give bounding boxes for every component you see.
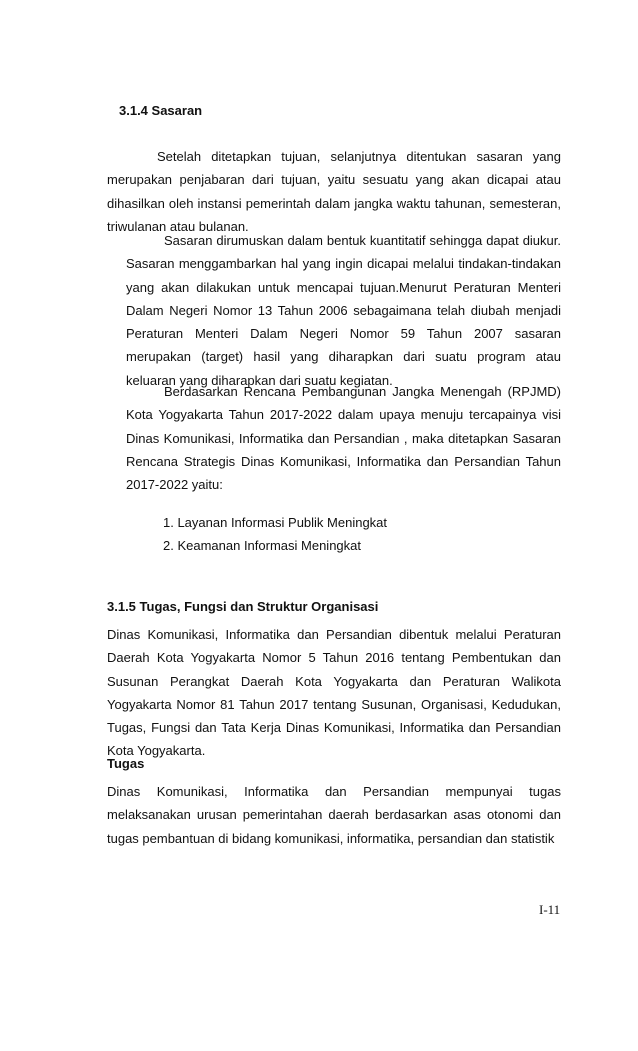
paragraph-sasaran-rpjmd: Berdasarkan Rencana Pembangunan Jangka Menengah (RPJMD) Kota Yogyakarta Tahun 2017-2022 dalam upaya menuju tercapainya visi Dinas Komunikasi, Informatika dan Persandian , maka ditetapkan Sasaran Rencana Strategis Dinas Komunikasi, Informatika dan Persandian Tahun 2017-2022 yaitu: xyxy=(126,384,561,493)
paragraph-sasaran-definition: Sasaran dirumuskan dalam bentuk kuantitatif sehingga dapat diukur. Sasaran menggambarkan hal yang ingin dicapai melalui tindakan-tindakan yang akan dilakukan untuk mencapai tujuan.Menurut Peraturan Menteri Dalam Negeri Nomor 13 Tahun 2006 sebagaimana telah diubah menjadi Peraturan Menteri Dalam Negeri Nomor 59 Tahun 2007 sasaran merupakan (target) hasil yang diharapkan dari suatu program atau keluaran yang diharapkan dari suatu kegiatan. xyxy=(126,233,561,388)
heading-tugas: Tugas xyxy=(107,756,145,771)
paragraph-sasaran-intro: Setelah ditetapkan tujuan, selanjutnya ditentukan sasaran yang merupakan penjabaran dari tujuan, yaitu sesuatu yang akan dicapai atau dihasilkan oleh instansi pemerintah dalam jangka waktu tahunan, semesteran, triwulanan atau bulanan. xyxy=(107,149,561,234)
list-item: 2. Keamanan Informasi Meningkat xyxy=(163,538,361,553)
section-heading-tugas-fungsi: 3.1.5 Tugas, Fungsi dan Struktur Organisasi xyxy=(107,599,379,614)
sasaran-list xyxy=(163,511,387,557)
list-item: 1. Layanan Informasi Publik Meningkat xyxy=(163,515,388,530)
page-number: I-11 xyxy=(539,902,561,917)
paragraph-tugas: Dinas Komunikasi, Informatika dan Persandian mempunyai tugas melaksanakan urusan pemerintahan daerah berdasarkan asas otonomi dan tugas pembantuan di bidang komunikasi, informatika, persandian dan statistik xyxy=(107,784,561,846)
section-heading-sasaran: 3.1.4 Sasaran xyxy=(119,103,203,118)
paragraph-dinas-pembentukan: Dinas Komunikasi, Informatika dan Persandian dibentuk melalui Peraturan Daerah Kota Yogyakarta Nomor 5 Tahun 2016 tentang Pembentukan dan Susunan Perangkat Daerah Kota Yogyakarta dan Peraturan Walikota Yogyakarta Nomor 81 Tahun 2017 tentang Susunan, Organisasi, Kedudukan, Tugas, Fungsi dan Tata Kerja Dinas Komunikasi, Informatika dan Persandian Kota Yogyakarta. xyxy=(107,627,561,759)
